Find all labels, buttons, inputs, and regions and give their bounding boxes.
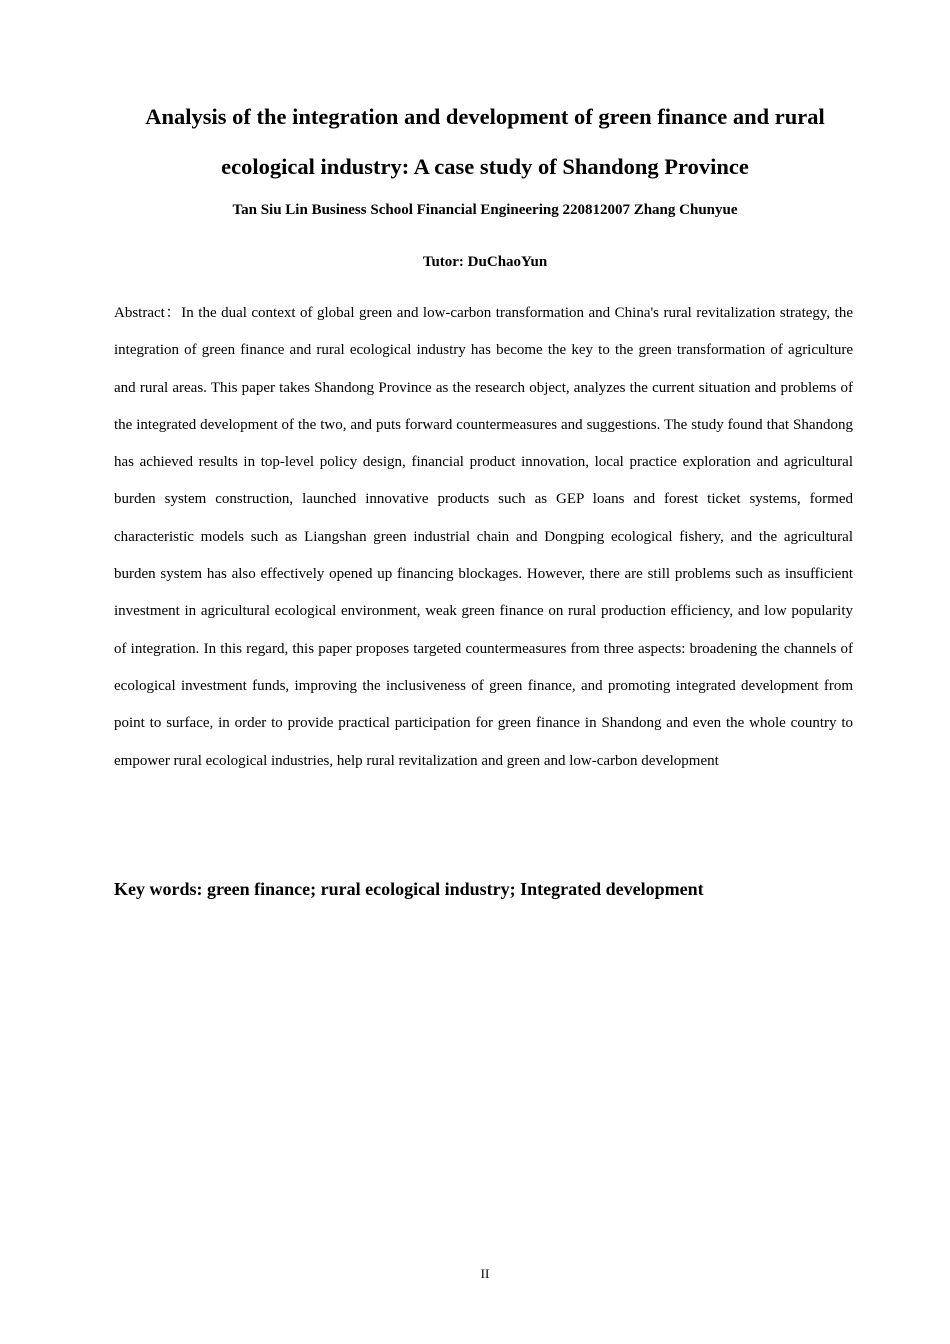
abstract-label: Abstract： bbox=[114, 305, 182, 321]
abstract-paragraph bbox=[114, 295, 853, 780]
abstract-text: In the dual context of global green and low-carbon transformation and China's rural revitalization strategy, the integration of green finance and rural ecological industry has become the key to the green transformation of agriculture and rural areas. This paper takes Shandong Province as the research object, analyzes the current situation and problems of the integrated development of the two, and puts forward countermeasures and suggestions. The study found that Shandong has achieved results in top-level policy design, financial product innovation, local practice exploration and agricultural burden system construction, launched innovative products such as GEP loans and forest ticket systems, formed characteristic models such as Liangshan green industrial chain and Dongping ecological fishery, and the agricultural burden system has also effectively opened up financing blockages. However, there are still problems such as insufficient investment in agricultural ecological environment, weak green finance on rural production efficiency, and low popularity of integration. In this regard, this paper proposes targeted countermeasures from three aspects: broadening the channels of ecological investment funds, improving the inclusiveness of green finance, and promoting integrated development from point to surface, in order to provide practical participation for green finance in Shandong and even the whole country to empower rural ecological industries, help rural revitalization and green and low-carbon development bbox=[114, 305, 853, 769]
page-number: II bbox=[480, 1266, 490, 1281]
tutor-line: Tutor: DuChaoYun bbox=[422, 254, 548, 270]
paper-title: Analysis of the integration and development of green finance and rural ecological industry: A case study of Shandong Province bbox=[145, 104, 825, 179]
keywords-line: Key words: green finance; rural ecological industry; Integrated development bbox=[114, 879, 704, 899]
author-line: Tan Siu Lin Business School Financial Engineering 220812007 Zhang Chunyue bbox=[232, 202, 738, 218]
